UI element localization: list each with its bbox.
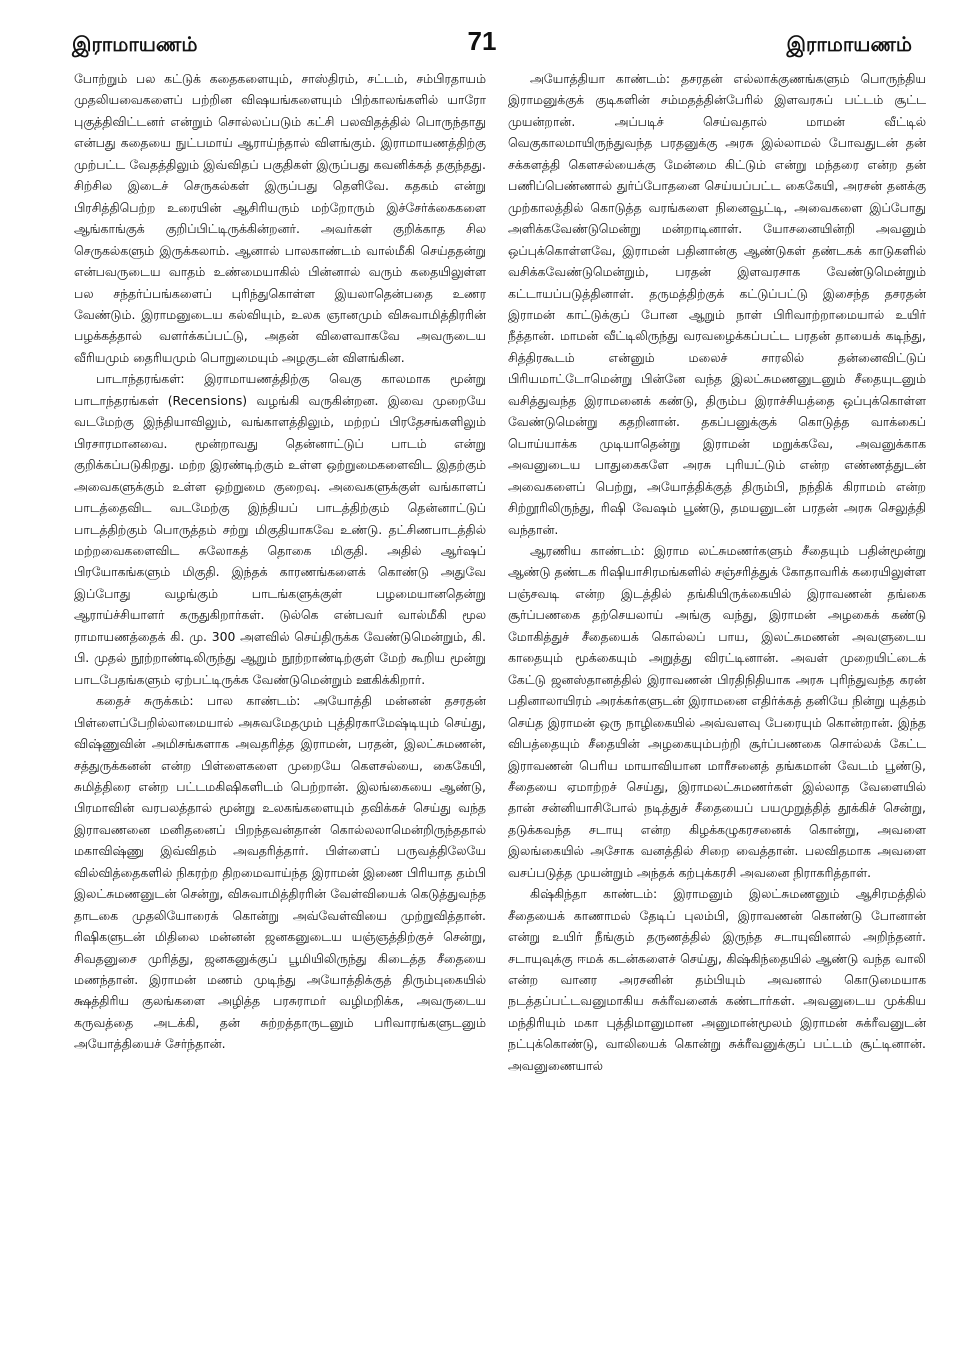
paragraph-ayodhya-kandam: அயோத்தியா காண்டம்: தசரதன் எல்லாக்குணங்களும் பொருந்திய இராமனுக்குக் குடிகளின் சம்மதத்தின்பேரில் இளவரசுப் பட்டம் சூட்ட முயன்றான். அப்படிச் செய்வதால் மாமன் வீட்டில் வெகுகாலமாயிருந்துவந்த பரதனுக்கு அரசு இல்லாமல் போவதுடன் தன் சக்களத்தி கௌசல்யைக்கு மேன்மை கிட்டும் என்று மந்தரை என்ற தன் பணிப்பெண்ணால் துர்ப்போதனை செய்யப்பட்ட கைகேயி, அரசன் தனக்கு முற்காலத்தில் கொடுத்த வரங்களை நினைவூட்டி, அவைகளை இப்போது அளிக்கவேண்டுமென்று மன்றாடினாள். யோசனையின்றி அவனும் ஒப்புக்கொள்ளவே, இராமன் பதினான்கு ஆண்டுகள் தண்டகக் காடுகளில் வசிக்கவேண்டுமென்றும், பரதன் இளவரசாக வேண்டுமென்றும் கட்டாயப்படுத்தினாள். தருமத்திற்குக் கட்டுப்பட்டு இசைந்த தசரதன் இராமன் காட்டுக்குப் போன ஆறும் நாள் பிரிவாற்றாமையால் உயிர் நீத்தான். மாமன் வீட்டிலிருந்து வரவழைக்கப்பட்ட பரதன் தாயைக் கடிந்து, சித்திரகூடம் என்னும் மலைச் சாரலில் தன்னைவிட்டுப் பிரியமாட்டோமென்று பின்னே வந்த இலட்சுமணனுடனும் சீதையுடனும் வசித்துவந்த இராமனைக் கண்டு, திரும்ப இராச்சியத்தை ஒப்புக்கொள்ள வேண்டுமென்று கதறினான். தகப்பனுக்குக் கொடுத்த வாக்கைப் பொய்யாக்க முடியாதென்று இராமன் மறுக்கவே, அவனுக்காக அவனுடைய பாதுகைகளே அரசு புரியட்டும் என்ற எண்ணத்துடன் அவைகளைப் பெற்று, அயோத்திக்குத் திரும்பி, நந்திக் கிராமம் என்ற சிற்றூரிலிருந்து, ரிஷி வேஷம் பூண்டு, தமயனுடன் பரதன் அரசு செலுத்தி வந்தான். [508,71,926,537]
paragraph-recensions: பாடாந்தரங்கள்: இராமாயணத்திற்கு வெகு காலமாக மூன்று பாடாந்தரங்கள் (Recensions) வழங்கி வருகின்றன. இவை முறையே வடமேற்கு இந்தியாவிலும், வங்காளத்திலும், மற்றப் பிரதேசங்களிலும் பிரசாரமானவை. மூன்றாவது தென்னாட்டுப் பாடம் என்று குறிக்கப்படுகிறது. மற்ற இரண்டிற்கும் உள்ள ஒற்றுமைகளைவிட இதற்கும் அவைகளுக்கும் உள்ள ஒற்றுமை குறைவு. அவைகளுக்குள் வங்காளப் பாடத்தைவிட வடமேற்கு இந்தியப் பாடத்திற்கும் தென்னாட்டுப் பாடத்திற்கும் பொருத்தம் சற்று மிகுதியாகவே உண்டு. தட்சிணபாடத்தில் மற்றவைகளைவிட சுலோகத் தொகை மிகுதி. அதில் ஆர்ஷப் பிரயோகங்களும் மிகுதி. இந்தக் காரணங்களைக் கொண்டு அதுவே இப்போது வழங்கும் பாடங்களுக்குள் பழமையானதென்று ஆராய்ச்சியாளர் கருதுகிறார்கள். டுல்கெ என்பவர் வால்மீகி மூல ராமாயணத்தைக் கி. மு. 300 அளவில் செய்திருக்க வேண்டுமென்றும், கி. பி. முதல் நூற்றாண்டிலிருந்து ஆறும் நூற்றாண்டிற்குள் மேற் கூறிய மூன்று பாடபேதங்களும் ஏற்பட்டிருக்க வேண்டுமென்றும் ஊகிக்கிறார். [74,371,486,687]
left-column [74,68,486,1350]
paragraph-bala-kandam: கதைச் சுருக்கம்: பால காண்டம்: அயோத்தி மன்னன் தசரதன் பிள்ளைப்பேறில்லாமையால் அசுவமேதமும் புத்திரகாமேஷ்டியும் செய்து, விஷ்ணுவின் அமிசங்களாக அவதரித்த இராமன், பரதன், இலட்சுமணன், சத்துருக்கனன் என்ற பிள்ளைகளை முறையே கௌசல்யை, கைகேயி, சுமித்திரை என்ற பட்டமகிஷிகளிடம் பெற்றான். இலங்கையை ஆண்டு, பிரமாவின் வரபலத்தால் மூன்று உலகங்களையும் தவிக்கச் செய்து வந்த இராவணனை மனிதனைப் பிறந்தவன்தான் கொல்லலாமென்றிருந்ததால் மகாவிஷ்ணு இவ்விதம் அவதரித்தார். பிள்ளைப் பருவத்திலேயே வில்வித்தைகளில் நிகரற்ற திறமைவாய்ந்த இராமன் இணை பிரியாத தம்பி இலட்சுமணனுடன் சென்று, விசுவாமித்திரரின் வேள்வியைக் கெடுத்துவந்த தாடகை முதலியோரைக் கொன்று அவ்வேள்வியை முற்றுவித்தான். ரிஷிகளுடன் மிதிலை மன்னன் ஜனகனுடைய யஞ்ஞத்திற்குச் சென்று, சிவதனுசை முரித்து, ஜனகனுக்குப் பூமியிலிருந்து கிடைத்த சீதையை மணந்தான். இராமன் மணம் முடிந்து அயோத்திக்குத் திரும்புகையில் க்ஷத்திரிய குலங்களை அழித்த பரசுராமர் வழிமறிக்க, அவருடைய கருவத்தை அடக்கி, தன் சுற்றத்தாருடனும் பரிவாரங்களுடனும் அயோத்தியைச் சேர்ந்தான். [74,693,486,1052]
paragraph-kishkindha-kandam: கிஷ்கிந்தா காண்டம்: இராமனும் இலட்சுமணனும் ஆசிரமத்தில் சீதையைக் காணாமல் தேடிப் புலம்பி, இராவணன் கொண்டு போனான் என்று உயிர் நீங்கும் தருணத்தில் இருந்த சடாயுவினால் அறிந்தனர். சடாயுவுக்கு ஈமக் கடன்களைச் செய்து, கிஷ்கிந்தையில் ஆண்டு வந்த வாலி என்ற வானர அரசனின் தம்பியும் அவனால் கொடுமையாக நடத்தப்பட்டவனுமாகிய சுக்ரீவனைக் கண்டார்கள். அவனுடைய முக்கிய மந்திரியும் மகா புத்திமானுமான அனுமான்மூலம் இராமன் சுக்ரீவனுடன் நட்புக்கொண்டு, வாலியைக் கொன்று சுக்ரீவனுக்குப் பட்டம் சூட்டினான். அவனுணையால் [508,886,926,1073]
running-title-right: இராமாயணம் [786,32,912,56]
page-header [0,26,964,66]
right-column [508,68,926,1350]
paragraph-aranya-kandam: ஆரணிய காண்டம்: இராம லட்சுமணர்களும் சீதையும் பதின்மூன்று ஆண்டு தண்டக ரிஷியாசிரமங்களில் சஞ்சரித்துக் கோதாவரிக் கரையிலுள்ள பஞ்சவடி என்ற இடத்தில் தங்கியிருக்கையில் இராவணன் தங்கை சூர்ப்பணகை தற்செயலாய் அங்கு வந்து, இராமன் அழகைக் கண்டு மோகித்துச் சீதையைக் கொல்லப் பாய, இலட்சுமணன் அவளுடைய காதையும் மூக்கையும் அறுத்து விரட்டினான். அவள் முறையிட்டைக் கேட்டு ஜனஸ்தானத்தில் இராவணன் பிரதிநிதியாக அரசு புரிந்துவந்த கரன் பதினாலாயிரம் அரக்கர்களுடன் இராமனை எதிர்க்கத் தனியே நின்று யுத்தம் செய்த இராமன் ஒரு நாழிகையில் அவ்வளவு பேரையும் கொன்றான். இந்த விபத்தையும் சீதையின் அழகையும்பற்றி சூர்ப்பணகை சொல்லக் கேட்ட இராவணன் பெரிய மாயாவியான மாரீசனைத் தங்கமான் வேடம் பூண்டு, சீதையை ஏமாற்றச் செய்து, இராமலட்சுமணர்கள் இல்லாத வேளையில் தான் சன்னியாசிபோல் நடித்துச் சீதையைப் பயமுறுத்தித் தூக்கிச் சென்று, தடுக்கவந்த சடாயு என்ற கிழக்கழுகரசனைக் கொன்று, அவளை இலங்கையில் அசோக வனத்தில் சிறை வைத்தான். பலவிதமாக அவளை வசப்படுத்த முயன்றும் அந்தக் கற்புக்கரசி அவனை நிராகரித்தாள். [508,542,926,880]
running-title-left: இராமாயணம் [72,32,198,56]
paragraph-intro-continued: போற்றும் பல கட்டுக் கதைகளையும், சாஸ்திரம், சட்டம், சம்பிரதாயம் முதலியவைகளைப் பற்றின விஷயங்களையும் பிற்காலங்களில் யாரோ புகுத்திவிட்டனர் என்றும் சொல்லப்படும் கட்சி பலவிதத்தில் பொருந்தாது என்பது கதையை நுட்பமாய் ஆராய்ந்தால் விளங்கும். இராமாயணத்திற்கு முற்பட்ட வேதத்திலும் இவ்விதப் பகுதிகள் இருப்பது கவனிக்கத் தகுந்தது. சிற்சில இடைச் செருகல்கள் இருப்பது தெளிவே. கதகம் என்று பிரசித்திபெற்ற உரையின் ஆசிரியரும் மற்றோரும் இச்சேர்க்கைகளை ஆங்காங்குக் குறிப்பிட்டிருக்கின்றனர். அவர்கள் குறிக்காத சில செருகல்களும் இருக்கலாம். ஆனால் பாலகாண்டம் வால்மீகி செய்ததன்று என்பவருடைய வாதம் உண்மையாகில் பின்னால் வரும் கதையிலுள்ள பல சந்தர்ப்பங்களைப் புரிந்துகொள்ள இயலாதென்பதை உணர வேண்டும். இராமனுடைய கல்வியும், உலக ஞானமும் விசுவாமித்திரரின் பழக்கத்தால் வளர்க்கப்பட்டு, அதன் விளைவாகவே அவருடைய வீரியமும் தைரியமும் பொறுமையும் அழகுடன் விளங்கின. [74,71,486,365]
page-number: 71 [467,26,497,56]
